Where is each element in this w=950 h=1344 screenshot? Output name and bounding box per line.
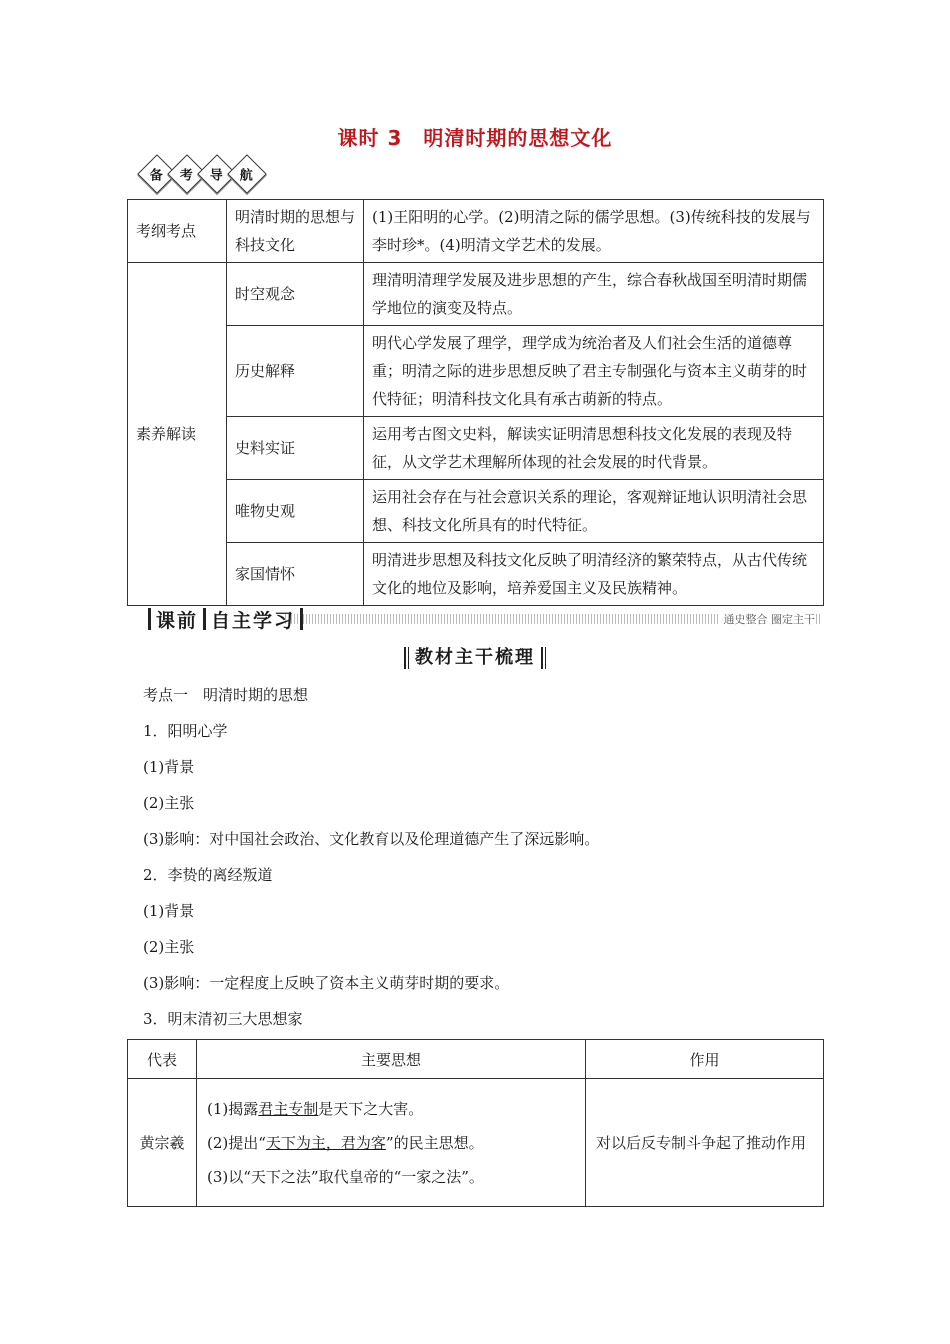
section-title: 课前 自主学习 bbox=[143, 605, 308, 633]
cell-content: 明清进步思想及科技文化反映了明清经济的繁荣特点，从古代传统文化的地位及影响，培养爱国主义及民族精神。 bbox=[364, 543, 824, 606]
cell-topic: 家国情怀 bbox=[227, 543, 364, 606]
text-line: 1．阳明心学 bbox=[143, 722, 228, 740]
cell-thinker: 黄宗羲 bbox=[128, 1079, 197, 1207]
cell-topic: 唯物史观 bbox=[227, 480, 364, 543]
text-line: (2)主张 bbox=[143, 794, 195, 812]
section-subtitle: 通史整合 圈定主干 bbox=[720, 611, 816, 627]
text-line: (3)影响：一定程度上反映了资本主义萌芽时期的要求。 bbox=[143, 974, 510, 992]
nav-badge bbox=[143, 160, 263, 188]
column-header: 代表 bbox=[128, 1040, 197, 1079]
table-row bbox=[128, 326, 824, 417]
table-row bbox=[128, 263, 824, 326]
cell-content: (1)王阳明的心学。(2)明清之际的儒学思想。(3)传统科技的发展与李时珍*。(4)明清文学艺术的发展。 bbox=[364, 200, 824, 263]
text-line: (3)影响：对中国社会政治、文化教育以及伦理道德产生了深远影响。 bbox=[143, 830, 600, 848]
cell-group-label: 素养解读 bbox=[128, 263, 227, 606]
badge-diamond: 航 bbox=[227, 154, 267, 194]
cell-content: 理清明清理学发展及进步思想的产生，综合春秋战国至明清时期儒学地位的演变及特点。 bbox=[364, 263, 824, 326]
text-line: (1)背景 bbox=[143, 758, 195, 776]
subsection-title: 教材主干梳理 bbox=[0, 643, 950, 669]
idea-line: (3)以“天下之法”取代皇帝的“一家之法”。 bbox=[207, 1167, 484, 1186]
table-header-row bbox=[128, 1040, 824, 1079]
text-line: 考点一 明清时期的思想 bbox=[143, 686, 309, 704]
text-line: 2．李贽的离经叛道 bbox=[143, 866, 273, 884]
cell-effect: 对以后反专制斗争起了推动作用 bbox=[586, 1079, 824, 1207]
column-header: 主要思想 bbox=[197, 1040, 586, 1079]
badge-diamond: 导 bbox=[197, 154, 237, 194]
guide-table bbox=[127, 199, 824, 606]
section-header bbox=[143, 605, 815, 633]
text-line: (1)背景 bbox=[143, 902, 195, 920]
cell-content: 运用考古图文史料，解读实证明清思想科技文化发展的表现及特征，从文学艺术理解所体现的社会发展的时代背景。 bbox=[364, 417, 824, 480]
table-row bbox=[128, 480, 824, 543]
idea-line: (2)提出“天下为主，君为客”的民主思想。 bbox=[207, 1133, 484, 1152]
column-header: 作用 bbox=[586, 1040, 824, 1079]
table-row bbox=[128, 1079, 824, 1207]
text-line: (2)主张 bbox=[143, 938, 195, 956]
cell-label: 考纲考点 bbox=[128, 200, 227, 263]
table-row bbox=[128, 417, 824, 480]
cell-topic: 时空观念 bbox=[227, 263, 364, 326]
badge-diamond: 考 bbox=[167, 154, 207, 194]
badge-diamond: 备 bbox=[137, 154, 177, 194]
page-title: 课时 3 明清时期的思想文化 bbox=[337, 126, 613, 150]
thinkers-table bbox=[127, 1039, 824, 1207]
cell-content: 运用社会存在与社会意识关系的理论，客观辩证地认识明清社会思想、科技文化所具有的时代特征。 bbox=[364, 480, 824, 543]
cell-topic: 史料实证 bbox=[227, 417, 364, 480]
text-line: 3．明末清初三大思想家 bbox=[143, 1010, 303, 1028]
cell-content: 明代心学发展了理学，理学成为统治者及人们社会生活的道德尊重；明清之际的进步思想反映了君主专制强化与资本主义萌芽的时代特征；明清科技文化具有承古萌新的特点。 bbox=[364, 326, 824, 417]
table-row bbox=[128, 200, 824, 263]
cell-ideas bbox=[197, 1079, 586, 1207]
cell-topic: 历史解释 bbox=[227, 326, 364, 417]
table-row bbox=[128, 543, 824, 606]
idea-line: (1)揭露君主专制是天下之大害。 bbox=[207, 1099, 424, 1118]
cell-topic: 明清时期的思想与科技文化 bbox=[227, 200, 364, 263]
